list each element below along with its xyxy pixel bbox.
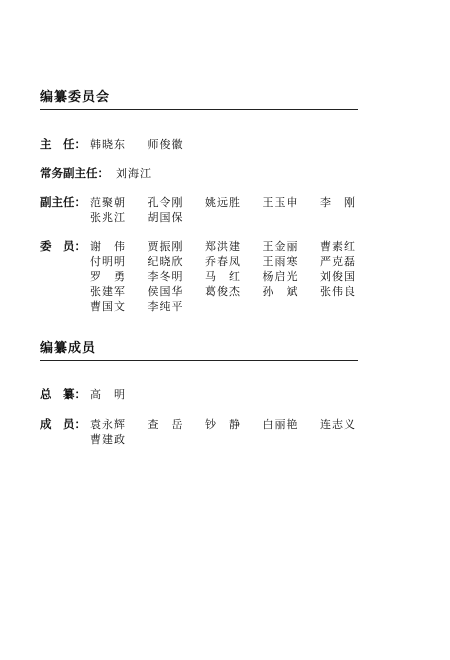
committee-member-name: 孙 斌 bbox=[262, 285, 299, 298]
committee-member-name: 乔春凤 bbox=[205, 255, 241, 268]
committee-member-name: 杨启光 bbox=[262, 270, 299, 283]
committee-member-name: 王雨寒 bbox=[262, 255, 299, 268]
executive-deputy-name: 刘海江 bbox=[116, 167, 152, 180]
committee-member-name: 张建军 bbox=[90, 285, 126, 298]
committee-member-name: 葛俊杰 bbox=[205, 285, 241, 298]
chief-editor-name: 高 明 bbox=[90, 388, 126, 401]
director-name-list bbox=[90, 137, 378, 152]
deputy-name: 胡国保 bbox=[147, 211, 184, 224]
staff-members-label: 成 员： bbox=[40, 417, 86, 431]
staff-member-name: 袁永辉 bbox=[90, 418, 126, 431]
director-label: 主 任： bbox=[40, 137, 86, 151]
committee-member-name: 付明明 bbox=[90, 255, 126, 268]
deputy-label: 副主任： bbox=[40, 195, 86, 209]
committee-member-name: 刘俊国 bbox=[320, 270, 356, 283]
deputy-name: 姚远胜 bbox=[205, 196, 241, 209]
deputy-name: 李 刚 bbox=[320, 196, 356, 209]
staff-member-name: 白丽艳 bbox=[262, 418, 299, 431]
committee-member-name: 张伟良 bbox=[320, 285, 356, 298]
committee-member-name: 李冬明 bbox=[147, 270, 184, 283]
chief-editor-label: 总 纂： bbox=[40, 387, 86, 401]
committee-member-name: 曹素红 bbox=[320, 240, 356, 253]
committee-member-name: 马 红 bbox=[205, 270, 241, 283]
deputy-name: 王玉申 bbox=[262, 196, 299, 209]
chief-editor-name-list bbox=[90, 387, 378, 402]
director-name: 韩晓东 bbox=[90, 138, 126, 151]
staff-section-title: 编纂成员 bbox=[40, 341, 97, 356]
committee-members-label: 委 员： bbox=[40, 239, 86, 253]
director-name: 师俊徽 bbox=[147, 138, 184, 151]
deputy-name: 范聚朝 bbox=[90, 196, 126, 209]
committee-member-name: 贾振刚 bbox=[147, 240, 184, 253]
staff-member-name: 连志义 bbox=[320, 418, 356, 431]
executive-deputy-label: 常务副主任： bbox=[40, 166, 109, 180]
committee-section-title: 编纂委员会 bbox=[40, 90, 111, 105]
staff-member-name: 曹建政 bbox=[90, 433, 126, 446]
committee-member-name: 曹国文 bbox=[90, 300, 126, 313]
committee-member-name: 王金丽 bbox=[262, 240, 299, 253]
staff-member-list bbox=[90, 417, 378, 447]
committee-member-list bbox=[90, 239, 378, 314]
staff-member-name: 钞 静 bbox=[205, 418, 241, 431]
deputy-name: 孔令刚 bbox=[147, 196, 184, 209]
committee-title-rule bbox=[40, 109, 358, 110]
committee-member-name: 严克磊 bbox=[320, 255, 356, 268]
committee-member-name: 罗 勇 bbox=[90, 270, 126, 283]
committee-member-name: 谢 伟 bbox=[90, 240, 126, 253]
committee-member-name: 纪晓欣 bbox=[147, 255, 184, 268]
committee-member-name: 侯国华 bbox=[147, 285, 184, 298]
staff-title-rule bbox=[40, 360, 358, 361]
committee-member-name: 郑洪建 bbox=[205, 240, 241, 253]
committee-member-name: 李纯平 bbox=[147, 300, 184, 313]
deputy-name-list bbox=[90, 195, 378, 225]
deputy-name: 张兆江 bbox=[90, 211, 126, 224]
staff-member-name: 查 岳 bbox=[147, 418, 184, 431]
